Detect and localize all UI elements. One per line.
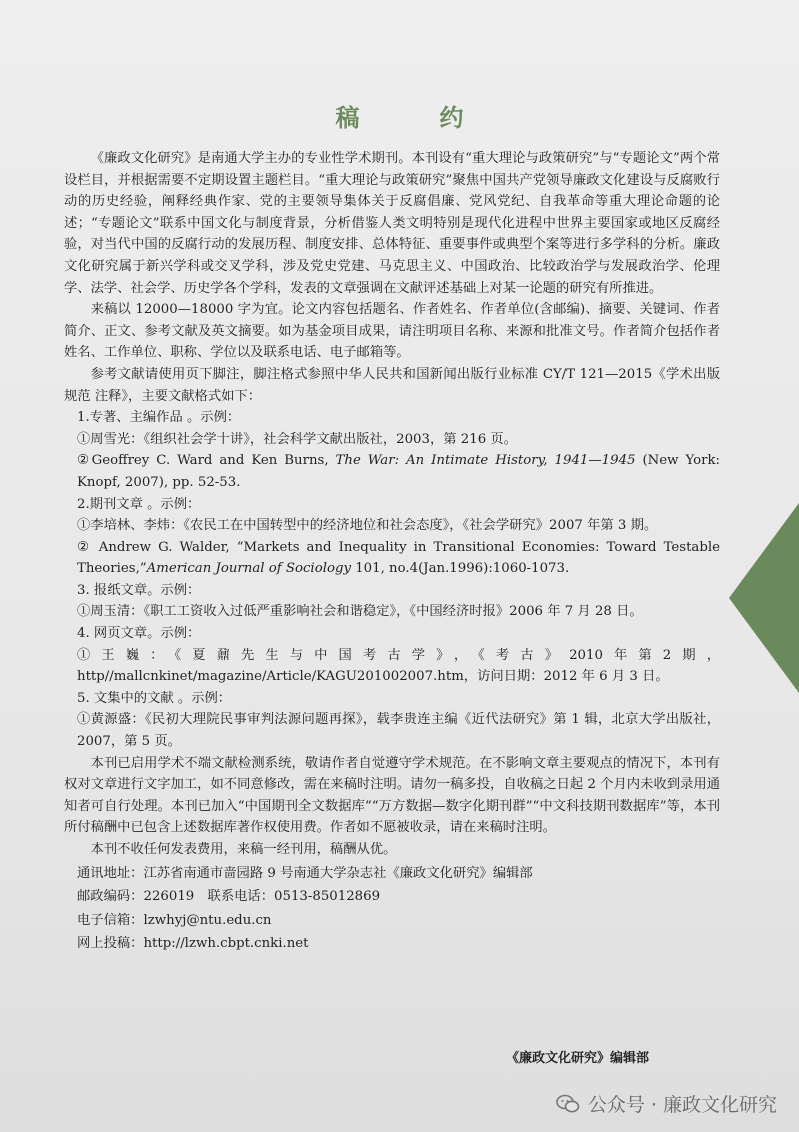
intro-paragraph: 《廉政文化研究》是南通大学主办的专业性学术期刊。本刊设有“重大理论与政策研究”与“专题论文”两个常设栏目，并根据需要不定期设置主题栏目。“重大理论与政策研究”聚焦中国共产党领导廉政文化建设与反腐败行动的历史经验，阐释经典作家、党的主要领导集体关于反腐倡廉、党风党纪、自我革命等重大理论命题的论述；“专题论文”联系中国文化与制度背景，分析借鉴人类文明特别是现代化进程中世界主要国家或地区反腐经验，对当代中国的反腐行动的发展历程、制度安排、总体特征、重要事件或典型个案等进行多学科的分析。廉政文化研究属于新兴学科或交叉学科，涉及党史党建、马克思主义、中国政治、比较政治学与发展政治学、伦理学、法学、社会学、历史学各个学科，发表的文章强调在文献评述基础上对某一论题的研究有所推进。 [64,151,720,296]
ref-section-5: 5. 文集中的文献 。示例： [77,690,232,706]
ref-example-4a: ①王巍：《夏鼐先生与中国考古学》，《考古》2010年第2期，http//mallcnkinet/magazine/Article/KAGU201002007.htm，访问日期：2012 年 6 月 3 日。 [77,647,720,685]
wechat-icon [556,1094,580,1114]
contact-address: 通讯地址：江苏省南通市啬园路 9 号南通大学杂志社《廉政文化研究》编辑部 [77,865,533,881]
ref-example-3a: ①周玉清：《职工工资收入过低严重影响社会和谐稳定》，《中国经济时报》2006 年 7 月 28 日。 [77,604,643,620]
ref-example-1a: ①周雪光：《组织社会学十讲》，社会科学文献出版社，2003，第 216 页。 [77,431,517,447]
policy-paragraph: 本刊已启用学术不端文献检测系统，敬请作者自觉遵守学术规范。在不影响文章主要观点的情况下，本刊有权对文章进行文字加工，如不同意修改，需在来稿时注明。请勿一稿多投，自收稿之日起 2 个月内未收到录用通知者可自行处理。本刊已加入“中国期刊全文数据库”“万方数据—数字化期刊群”“中文科技期刊数据库”等，本刊所付稿酬中已包含上述数据库著作权使用费。作者如不愿被收录，请在来稿时注明。 [64,755,720,836]
ref-example-5a: ①黄源盛：《民初大理院民事审判法源问题再探》，载李贵连主编《近代法研究》第 1 辑，北京大学出版社，2007，第 5 页。 [77,712,720,750]
contact-postal: 邮政编码：226019 联系电话：0513-85012869 [77,889,381,905]
ref-example-1b: ②Geoffrey C. Ward and Ken Burns, The War: An Intimate History, 1941—1945 (New York: Knopf, 2007), pp. 52-53. [77,453,720,490]
watermark-text: 公众号 · 廉政文化研究 [587,1094,777,1116]
fee-paragraph: 本刊不收任何发表费用，来稿一经刊用，稿酬从优。 [90,842,397,857]
ref-example-2a: ①李培林、李炜：《农民工在中国转型中的经济地位和社会态度》，《社会学研究》2007 年第 3 期。 [77,518,658,534]
ref-section-1: 1.专著、主编作品 。示例： [77,410,241,426]
ref-section-4: 4. 网页文章。示例： [77,626,201,642]
ref-section-3: 3. 报纸文章。示例： [77,582,201,598]
decorative-triangle [729,503,799,693]
ref-section-2: 2.期刊文章 。示例： [77,496,201,512]
article-body [64,148,720,955]
page-title: 稿 约 [335,104,492,132]
length-paragraph: 来稿以 12000—18000 字为宜。论文内容包括题名、作者姓名、作者单位(含邮编)、摘要、关键词、作者简介、正文、参考文献及英文摘要。如为基金项目成果，请注明项目名称、来源和批准文号。作者简介包括作者姓名、工作单位、职称、学位以及联系电话、电子邮箱等。 [64,302,720,361]
citation-paragraph: 参考文献请使用页下脚注，脚注格式参照中华人民共和国新闻出版行业标准 CY/T 121—2015《学术出版规范 注释》，主要文献格式如下： [64,366,720,404]
contact-email: 电子信箱：lzwhyj@ntu.edu.cn [77,912,272,928]
watermark [556,1090,777,1117]
ref-example-2b: ② Andrew G. Walder, “Markets and Inequality in Transitional Economies: Toward Testable Theories,”American Journal of Sociology 101, no.4(Jan.1996):1060-1073. [77,539,720,577]
editorial-signature: 《廉政文化研究》编辑部 [505,1051,649,1066]
contact-online: 网上投稿：http://lzwh.cbpt.cnki.net [77,936,309,952]
